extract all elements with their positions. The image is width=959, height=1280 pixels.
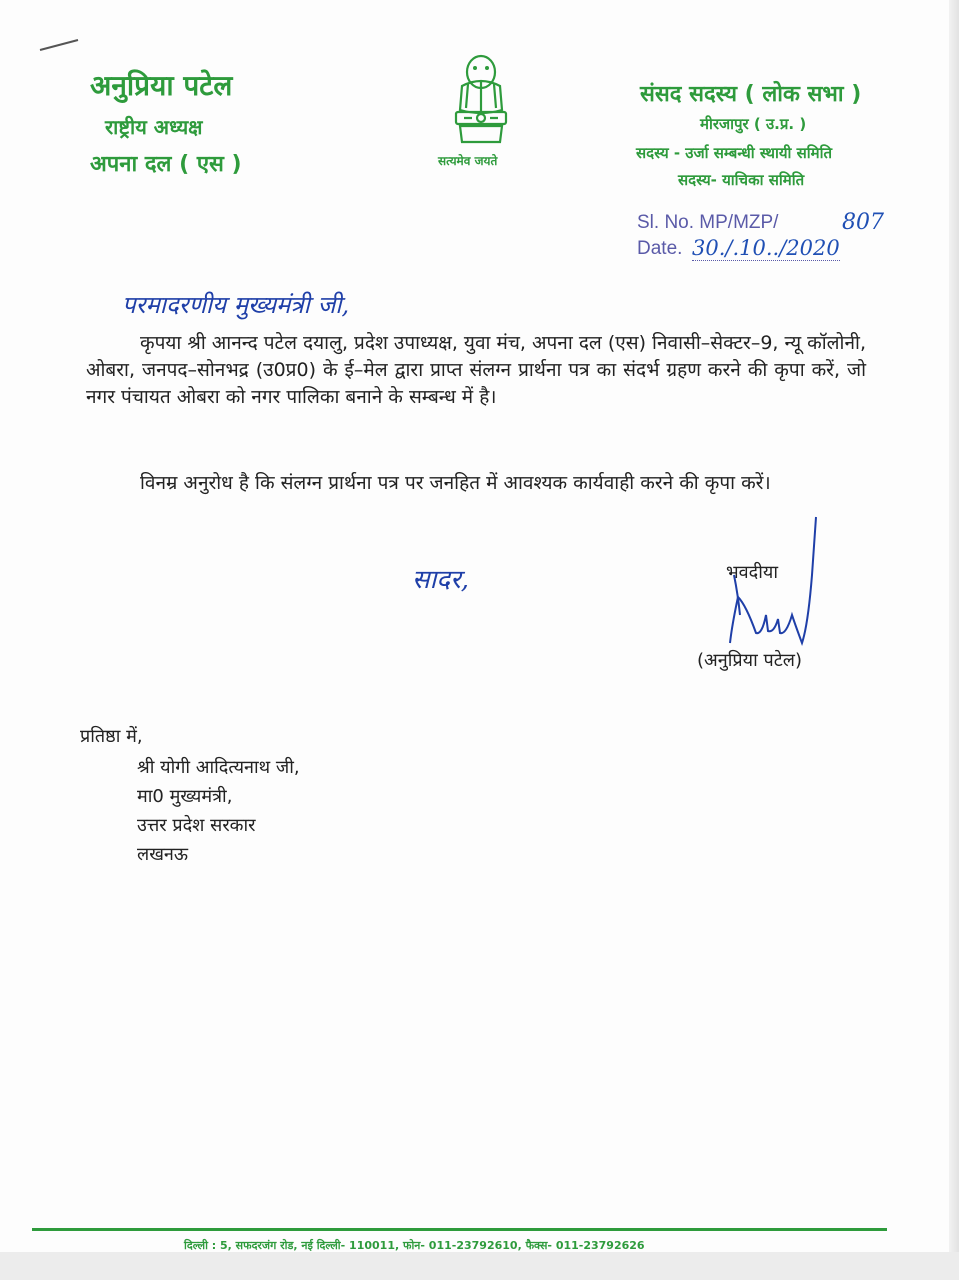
serial-number-handwritten: 807 bbox=[842, 210, 884, 235]
recipient-label: प्रतिष्ठा में, bbox=[80, 726, 143, 747]
signer-name: (अनुप्रिया पटेल) bbox=[697, 650, 803, 671]
emblem-motto: सत्यमेव जयते bbox=[438, 154, 498, 168]
page-bottom-margin bbox=[0, 1252, 959, 1280]
closing-handwritten: सादर, bbox=[412, 565, 470, 595]
national-emblem-icon bbox=[446, 50, 516, 148]
committee-membership-2: सदस्य- याचिका समिति bbox=[678, 171, 805, 189]
body-paragraph-2: विनम्र अनुरोध है कि संलग्न प्रार्थना पत्र पर जनहित में आवश्यक कार्यवाही करने की कृपा करें। bbox=[140, 472, 771, 494]
recipient-line-2: मा0 मुख्यमंत्री, bbox=[137, 786, 233, 807]
recipient-line-1: श्री योगी आदित्यनाथ जी, bbox=[137, 757, 300, 778]
constituency: मीरजापुर ( उ.प्र. ) bbox=[700, 115, 807, 133]
date-label: Date. bbox=[637, 238, 683, 259]
pen-stroke-mark bbox=[38, 38, 80, 52]
committee-membership-1: सदस्य - उर्जा सम्बन्धी स्थायी समिति bbox=[636, 144, 833, 162]
serial-number-label: Sl. No. MP/MZP/ bbox=[637, 212, 779, 233]
handwritten-signature bbox=[716, 515, 826, 655]
party-name: अपना दल ( एस ) bbox=[90, 152, 242, 177]
mp-name: अनुप्रिया पटेल bbox=[90, 69, 233, 102]
salutation-handwritten: परमादरणीय मुख्यमंत्री जी, bbox=[122, 291, 350, 319]
recipient-line-4: लखनऊ bbox=[137, 844, 189, 865]
recipient-line-3: उत्तर प्रदेश सरकार bbox=[137, 815, 256, 836]
body-paragraph-1: कृपया श्री आनन्द पटेल दयालु, प्रदेश उपाध्यक्ष, युवा मंच, अपना दल (एस) निवासी–सेक्टर–9, न्यू कॉलोनी, ओबरा, जनपद–सोनभद्र (उ0प्र0) के ई–मेल द्वारा प्राप्त संलग्न प्रार्थना पत्र का संदर्भ ग्रहण करने की कृपा करें, जो नगर पंचायत ओबरा को नगर पालिका बनाने के सम्बन्ध में है। bbox=[86, 332, 866, 408]
mp-title: संसद सदस्य ( लोक सभा ) bbox=[640, 82, 862, 107]
date-handwritten: 30./.10../2020 bbox=[692, 236, 840, 260]
page-edge-shadow bbox=[949, 0, 959, 1280]
footer-divider bbox=[32, 1228, 887, 1231]
footer-address: दिल्ली : 5, सफदरजंग रोड, नई दिल्ली- 110011, फोन- 011-23792610, फैक्स- 011-23792626 bbox=[184, 1239, 645, 1252]
party-role: राष्ट्रीय अध्यक्ष bbox=[105, 115, 203, 139]
yours-faithfully: भवदीया bbox=[726, 562, 778, 583]
